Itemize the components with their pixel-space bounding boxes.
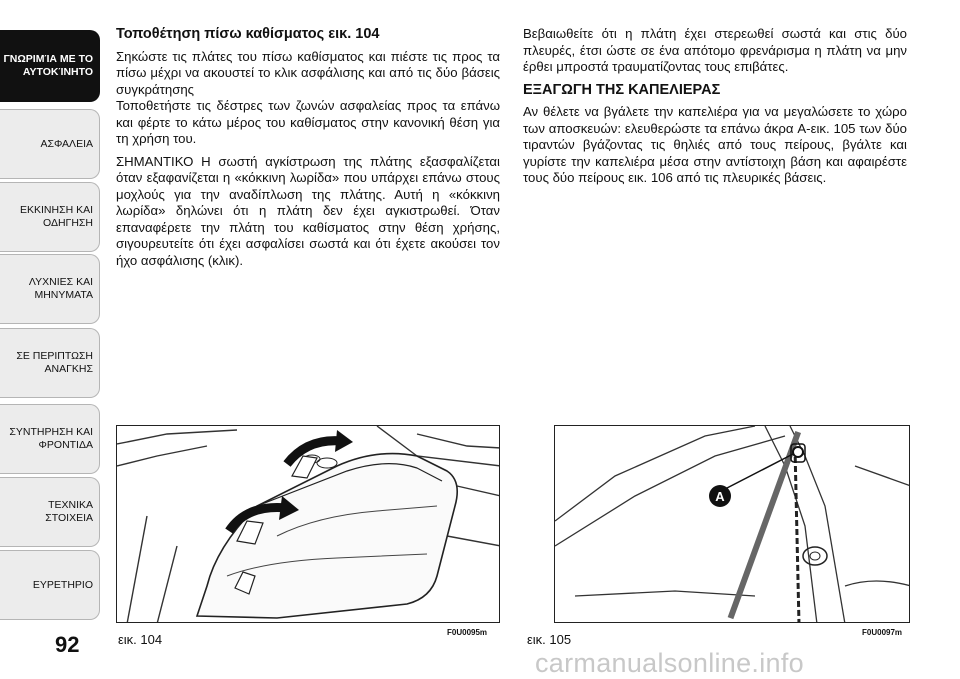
parcel-shelf-illustration <box>555 426 910 623</box>
rear-seat-illustration <box>117 426 500 623</box>
paragraph: Σηκώστε τις πλάτες του πίσω καθίσματος και πιέστε τις προς τα πίσω μέχρι να ακουστεί το κλικ ασφάλισης και από τις δύο βάσεις συγκράτησης <box>116 48 500 97</box>
chapter-tab[interactable]: ΤΕΧΝΙΚΑ ΣΤΟΙΧΕΙΑ <box>0 477 100 547</box>
figure-105-code: F0U0097m <box>862 628 903 637</box>
chapter-tab[interactable]: ΓΝΩΡΙΜΊΑ ΜΕ ΤΟ ΑΥΤΟΚΊΝΗΤΟ <box>0 30 100 102</box>
chapter-tab[interactable]: ΑΣΦΑΛΕΙΑ <box>0 109 100 179</box>
left-column <box>116 26 500 275</box>
figure-105-parcel-shelf-image <box>554 425 910 623</box>
figure-104-caption: εικ. 104 <box>118 632 163 647</box>
right-column <box>523 26 907 193</box>
section-heading-seat: Τοποθέτηση πίσω καθίσματος εικ. 104 <box>116 26 380 42</box>
figure-104-code: F0U0095m <box>447 628 488 637</box>
chapter-tab[interactable]: ΕΚΚΙΝΗΣΗ ΚΑΙ ΟΔΗΓΗΣΗ <box>0 182 100 252</box>
figure-104-rear-seat-image <box>116 425 500 623</box>
paragraph: ΣΗΜΑΝΤΙΚΟ Η σωστή αγκίστρωση της πλάτης εξασφαλίζεται όταν εξαφανίζεται η «κόκκινη λωρίδα» που υπάρχει επάνω στους μοχλούς για την αναδίπλωση της πλάτης. Αυτή η «κόκκινη λωρίδα» δηλώνει ότι η πλάτη δεν έχει αγκιστρωθεί. Όταν επαναφέρετε την πλάτη του καθίσματος στην θέση χρήσης, σιγουρευτείτε ότι έχει ασφαλίσει σωστά και ότι έχετε ακούσει τον ήχο ασφάλισης (κλικ). <box>116 153 500 268</box>
chapter-tab[interactable]: ΣΕ ΠΕΡΙΠΤΩΣΗ ΑΝΑΓΚΗΣ <box>0 328 100 398</box>
chapter-tab[interactable]: ΕΥΡΕΤΗΡΙΟ <box>0 550 100 620</box>
chapter-tab[interactable]: ΛΥΧΝΙΕΣ ΚΑΙ ΜΗΝΥΜΑΤΑ <box>0 254 100 324</box>
chapter-tab[interactable]: ΣΥΝΤΗΡΗΣΗ ΚΑΙ ΦΡΟΝΤΙΔΑ <box>0 404 100 474</box>
paragraph: Βεβαιωθείτε ότι η πλάτη έχει στερεωθεί σωστά και στις δύο πλευρές, έτσι ώστε σε ένα απότομο φρενάρισμα η πλάτη να μην έρθει μπροστά τραυματίζοντας τους επιβάτες. <box>523 26 907 74</box>
paragraph: Τοποθετήστε τις δέστρες των ζωνών ασφαλείας προς τα επάνω και φέρτε το κάτω μέρος του καθίσματος στην κανονική θέση για τη χρήση του. <box>116 98 500 146</box>
page-number: 92 <box>55 632 80 657</box>
callout-a-label: A <box>715 489 725 504</box>
watermark: carmanualsonline.info <box>535 648 804 678</box>
figure-105-caption: εικ. 105 <box>527 632 572 647</box>
paragraph: Αν θέλετε να βγάλετε την καπελιέρα για να μεγαλώσετε το χώρο των αποσκευών: ελευθερώστε τα επάνω άκρα A-εικ. 105 των δύο τιραντών βγάζοντας τις θηλιές από τους πείρους, βγάλτε και γυρίστε την καπελιέρα μέσα στην αντίστοιχη βάση και αφαιρέστε τους δύο πείρους εικ. 106 από τις πλευρικές βάσεις. <box>523 104 907 185</box>
section-heading-parcel-shelf: ΕΞΑΓΩΓΗ ΤΗΣ ΚΑΠΕΛΙΕΡΑΣ <box>523 81 721 98</box>
